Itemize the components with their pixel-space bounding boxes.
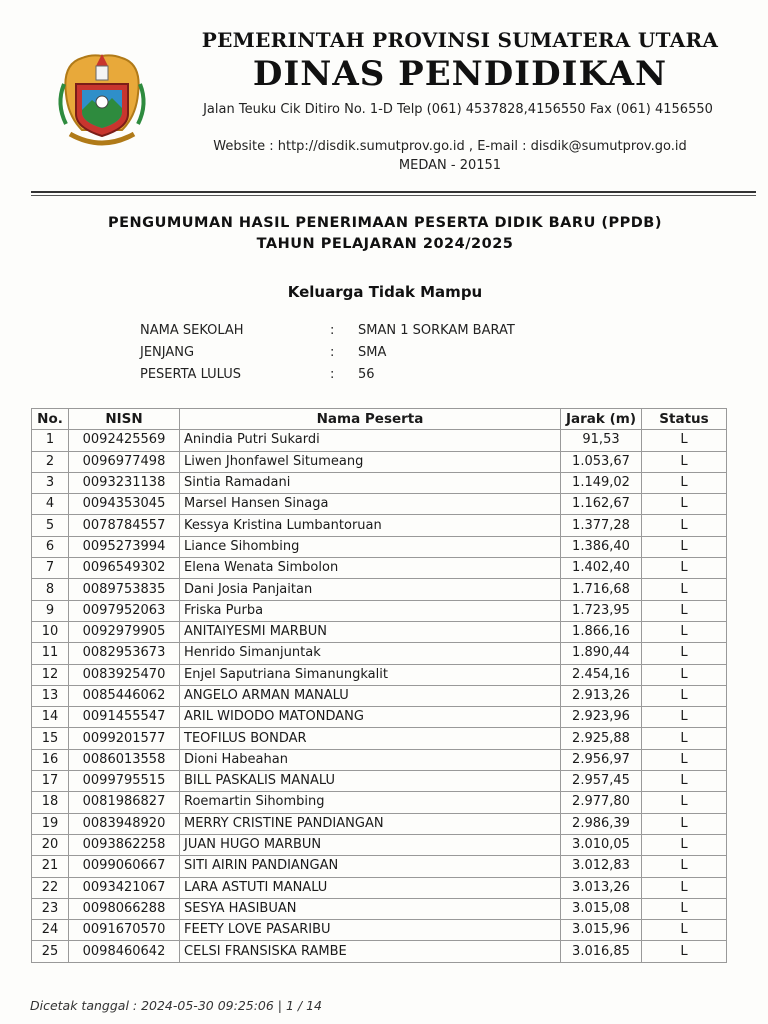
cell-no: 12 bbox=[32, 664, 69, 685]
header-distance: Jarak (m) bbox=[561, 409, 642, 430]
cell-name: ANGELO ARMAN MANALU bbox=[180, 685, 561, 706]
cell-nisn: 0093231138 bbox=[69, 472, 180, 493]
province-emblem-logo bbox=[52, 44, 152, 156]
cell-no: 14 bbox=[32, 707, 69, 728]
cell-no: 23 bbox=[32, 898, 69, 919]
cell-nisn: 0083925470 bbox=[69, 664, 180, 685]
cell-name: CELSI FRANSISKA RAMBE bbox=[180, 941, 561, 962]
table-row bbox=[32, 472, 727, 493]
cell-status: L bbox=[642, 494, 727, 515]
cell-distance: 1.890,44 bbox=[561, 643, 642, 664]
cell-distance: 1.716,68 bbox=[561, 579, 642, 600]
cell-name: BILL PASKALIS MANALU bbox=[180, 771, 561, 792]
cell-status: L bbox=[642, 579, 727, 600]
table-row bbox=[32, 579, 727, 600]
cell-name: ANITAIYESMI MARBUN bbox=[180, 621, 561, 642]
cell-name: Henrido Simanjuntak bbox=[180, 643, 561, 664]
cell-status: L bbox=[642, 898, 727, 919]
cell-nisn: 0093862258 bbox=[69, 834, 180, 855]
cell-distance: 1.402,40 bbox=[561, 558, 642, 579]
cell-status: L bbox=[642, 621, 727, 642]
table-row bbox=[32, 813, 727, 834]
cell-no: 20 bbox=[32, 834, 69, 855]
cell-no: 9 bbox=[32, 600, 69, 621]
cell-name: Enjel Saputriana Simanungkalit bbox=[180, 664, 561, 685]
cell-distance: 1.162,67 bbox=[561, 494, 642, 515]
table-row bbox=[32, 451, 727, 472]
cell-nisn: 0091670570 bbox=[69, 920, 180, 941]
cell-name: Anindia Putri Sukardi bbox=[180, 430, 561, 451]
cell-no: 21 bbox=[32, 856, 69, 877]
cell-distance: 1.866,16 bbox=[561, 621, 642, 642]
cell-nisn: 0085446062 bbox=[69, 685, 180, 706]
cell-name: FEETY LOVE PASARIBU bbox=[180, 920, 561, 941]
cell-nisn: 0091455547 bbox=[69, 707, 180, 728]
table-row bbox=[32, 430, 727, 451]
table-row bbox=[32, 558, 727, 579]
cell-nisn: 0083948920 bbox=[69, 813, 180, 834]
table-row bbox=[32, 856, 727, 877]
cell-no: 17 bbox=[32, 771, 69, 792]
cell-name: LARA ASTUTI MANALU bbox=[180, 877, 561, 898]
cell-name: Dani Josia Panjaitan bbox=[180, 579, 561, 600]
table-row bbox=[32, 494, 727, 515]
agency-city: MEDAN - 20151 bbox=[398, 158, 502, 173]
separator: : bbox=[330, 367, 335, 382]
table-row bbox=[32, 877, 727, 898]
table-row bbox=[32, 834, 727, 855]
cell-status: L bbox=[642, 792, 727, 813]
announcement-year: TAHUN PELAJARAN 2024/2025 bbox=[256, 236, 514, 252]
letterhead-divider-thin bbox=[31, 195, 756, 196]
table-row bbox=[32, 685, 727, 706]
cell-status: L bbox=[642, 771, 727, 792]
cell-no: 18 bbox=[32, 792, 69, 813]
agency-name: DINAS PENDIDIKAN bbox=[252, 54, 668, 94]
cell-no: 10 bbox=[32, 621, 69, 642]
cell-distance: 2.923,96 bbox=[561, 707, 642, 728]
cell-status: L bbox=[642, 941, 727, 962]
agency-address: Jalan Teuku Cik Ditiro No. 1-D Telp (061) 4537828,4156550 Fax (061) 4156550 bbox=[203, 102, 713, 117]
cell-nisn: 0078784557 bbox=[69, 515, 180, 536]
cell-nisn: 0092425569 bbox=[69, 430, 180, 451]
cell-nisn: 0092979905 bbox=[69, 621, 180, 642]
agency-contact: Website : http://disdik.sumutprov.go.id , E-mail : disdik@sumutprov.go.id bbox=[213, 139, 687, 154]
cell-no: 1 bbox=[32, 430, 69, 451]
cell-status: L bbox=[642, 558, 727, 579]
cell-name: Liance Sihombing bbox=[180, 536, 561, 557]
cell-distance: 1.377,28 bbox=[561, 515, 642, 536]
results-table bbox=[31, 408, 727, 963]
passed-count-label: PESERTA LULUS bbox=[140, 367, 242, 382]
cell-no: 7 bbox=[32, 558, 69, 579]
cell-name: Sintia Ramadani bbox=[180, 472, 561, 493]
cell-status: L bbox=[642, 430, 727, 451]
cell-status: L bbox=[642, 451, 727, 472]
cell-name: Liwen Jhonfawel Situmeang bbox=[180, 451, 561, 472]
cell-name: JUAN HUGO MARBUN bbox=[180, 834, 561, 855]
school-name-label: NAMA SEKOLAH bbox=[140, 323, 244, 338]
table-row bbox=[32, 536, 727, 557]
cell-status: L bbox=[642, 643, 727, 664]
cell-nisn: 0098066288 bbox=[69, 898, 180, 919]
cell-distance: 2.957,45 bbox=[561, 771, 642, 792]
cell-status: L bbox=[642, 664, 727, 685]
school-name-value: SMAN 1 SORKAM BARAT bbox=[358, 323, 515, 338]
school-info bbox=[140, 323, 640, 389]
cell-status: L bbox=[642, 813, 727, 834]
cell-no: 11 bbox=[32, 643, 69, 664]
cell-distance: 3.010,05 bbox=[561, 834, 642, 855]
cell-no: 25 bbox=[32, 941, 69, 962]
school-name-row bbox=[140, 323, 640, 345]
cell-name: SITI AIRIN PANDIANGAN bbox=[180, 856, 561, 877]
cell-no: 22 bbox=[32, 877, 69, 898]
cell-name: Dioni Habeahan bbox=[180, 749, 561, 770]
school-level-value: SMA bbox=[358, 345, 387, 360]
cell-nisn: 0097952063 bbox=[69, 600, 180, 621]
table-row bbox=[32, 898, 727, 919]
cell-nisn: 0081986827 bbox=[69, 792, 180, 813]
table-row bbox=[32, 643, 727, 664]
cell-nisn: 0099060667 bbox=[69, 856, 180, 877]
cell-nisn: 0082953673 bbox=[69, 643, 180, 664]
passed-count-row bbox=[140, 367, 640, 389]
cell-distance: 1.149,02 bbox=[561, 472, 642, 493]
cell-distance: 1.053,67 bbox=[561, 451, 642, 472]
cell-no: 2 bbox=[32, 451, 69, 472]
cell-distance: 91,53 bbox=[561, 430, 642, 451]
cell-no: 5 bbox=[32, 515, 69, 536]
cell-distance: 2.925,88 bbox=[561, 728, 642, 749]
passed-count-value: 56 bbox=[358, 367, 375, 382]
cell-name: Friska Purba bbox=[180, 600, 561, 621]
announcement-title: PENGUMUMAN HASIL PENERIMAAN PESERTA DIDIK BARU (PPDB) bbox=[108, 215, 662, 231]
cell-no: 4 bbox=[32, 494, 69, 515]
admission-category: Keluarga Tidak Mampu bbox=[287, 283, 483, 301]
cell-status: L bbox=[642, 920, 727, 941]
table-row bbox=[32, 941, 727, 962]
cell-status: L bbox=[642, 472, 727, 493]
table-row bbox=[32, 771, 727, 792]
letterhead-divider bbox=[31, 191, 756, 193]
cell-distance: 2.986,39 bbox=[561, 813, 642, 834]
cell-nisn: 0093421067 bbox=[69, 877, 180, 898]
cell-distance: 3.013,26 bbox=[561, 877, 642, 898]
cell-nisn: 0095273994 bbox=[69, 536, 180, 557]
cell-name: MERRY CRISTINE PANDIANGAN bbox=[180, 813, 561, 834]
cell-distance: 3.015,96 bbox=[561, 920, 642, 941]
cell-no: 15 bbox=[32, 728, 69, 749]
separator: : bbox=[330, 345, 335, 360]
separator: : bbox=[330, 323, 335, 338]
cell-distance: 2.977,80 bbox=[561, 792, 642, 813]
cell-status: L bbox=[642, 856, 727, 877]
header-name: Nama Peserta bbox=[180, 409, 561, 430]
cell-no: 3 bbox=[32, 472, 69, 493]
cell-distance: 3.012,83 bbox=[561, 856, 642, 877]
cell-no: 8 bbox=[32, 579, 69, 600]
school-level-label: JENJANG bbox=[140, 345, 195, 360]
cell-status: L bbox=[642, 728, 727, 749]
cell-no: 16 bbox=[32, 749, 69, 770]
cell-status: L bbox=[642, 877, 727, 898]
table-row bbox=[32, 728, 727, 749]
cell-name: Roemartin Sihombing bbox=[180, 792, 561, 813]
cell-distance: 3.016,85 bbox=[561, 941, 642, 962]
cell-name: TEOFILUS BONDAR bbox=[180, 728, 561, 749]
cell-name: Elena Wenata Simbolon bbox=[180, 558, 561, 579]
cell-nisn: 0099795515 bbox=[69, 771, 180, 792]
cell-distance: 1.386,40 bbox=[561, 536, 642, 557]
cell-no: 13 bbox=[32, 685, 69, 706]
table-row bbox=[32, 621, 727, 642]
school-level-row bbox=[140, 345, 640, 367]
cell-name: Kessya Kristina Lumbantoruan bbox=[180, 515, 561, 536]
header-status: Status bbox=[642, 409, 727, 430]
cell-no: 6 bbox=[32, 536, 69, 557]
header-nisn: NISN bbox=[69, 409, 180, 430]
cell-status: L bbox=[642, 685, 727, 706]
cell-distance: 2.454,16 bbox=[561, 664, 642, 685]
cell-nisn: 0096549302 bbox=[69, 558, 180, 579]
cell-nisn: 0098460642 bbox=[69, 941, 180, 962]
cell-status: L bbox=[642, 515, 727, 536]
government-name: PEMERINTAH PROVINSI SUMATERA UTARA bbox=[201, 28, 719, 52]
agency-contact-block bbox=[170, 137, 730, 175]
cell-nisn: 0099201577 bbox=[69, 728, 180, 749]
cell-name: Marsel Hansen Sinaga bbox=[180, 494, 561, 515]
cell-status: L bbox=[642, 600, 727, 621]
cell-nisn: 0094353045 bbox=[69, 494, 180, 515]
cell-name: SESYA HASIBUAN bbox=[180, 898, 561, 919]
print-timestamp: Dicetak tanggal : 2024-05-30 09:25:06 | 1 / 14 bbox=[30, 998, 323, 1013]
cell-status: L bbox=[642, 536, 727, 557]
cell-status: L bbox=[642, 707, 727, 728]
cell-nisn: 0096977498 bbox=[69, 451, 180, 472]
table-row bbox=[32, 920, 727, 941]
cell-status: L bbox=[642, 834, 727, 855]
header-no: No. bbox=[32, 409, 69, 430]
table-row bbox=[32, 749, 727, 770]
table-row bbox=[32, 600, 727, 621]
table-row bbox=[32, 792, 727, 813]
cell-distance: 2.956,97 bbox=[561, 749, 642, 770]
cell-no: 24 bbox=[32, 920, 69, 941]
cell-name: ARIL WIDODO MATONDANG bbox=[180, 707, 561, 728]
table-row bbox=[32, 515, 727, 536]
cell-distance: 2.913,26 bbox=[561, 685, 642, 706]
cell-distance: 1.723,95 bbox=[561, 600, 642, 621]
cell-no: 19 bbox=[32, 813, 69, 834]
table-row bbox=[32, 707, 727, 728]
table-header-row bbox=[32, 409, 727, 430]
table-row bbox=[32, 664, 727, 685]
cell-nisn: 0089753835 bbox=[69, 579, 180, 600]
cell-distance: 3.015,08 bbox=[561, 898, 642, 919]
cell-nisn: 0086013558 bbox=[69, 749, 180, 770]
cell-status: L bbox=[642, 749, 727, 770]
